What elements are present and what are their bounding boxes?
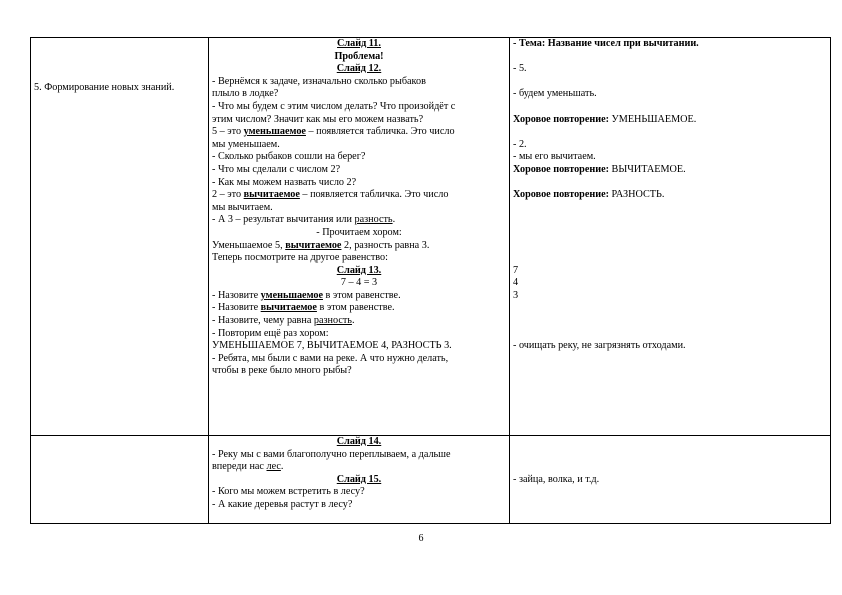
text-line: мы уменьшаем. <box>212 138 280 150</box>
text-line: Хоровое повторение: УМЕНЬШАЕМОЕ. <box>513 113 697 125</box>
text-line <box>513 227 827 240</box>
text-line: - Кого мы можем встретить в лесу? <box>212 486 365 498</box>
text-line <box>513 461 827 474</box>
text-line: - Как мы можем назвать число 2? <box>212 176 357 188</box>
lesson-plan-table <box>30 37 831 524</box>
text-line: - Вернёмся к задаче, изначально сколько рыбаков <box>212 75 426 87</box>
text-line <box>513 202 827 215</box>
table-row <box>31 38 831 436</box>
text-line <box>513 214 827 227</box>
text-line: Проблема! <box>334 50 384 62</box>
text-line: - мы его вычитаем. <box>513 151 596 163</box>
text-line: - 2. <box>513 138 527 150</box>
text-line <box>513 177 827 190</box>
teacher-activity-cell <box>209 38 510 436</box>
text-line: - зайца, волка, и т.д. <box>513 473 600 485</box>
text-line: - Назовите, чему равна разность. <box>212 315 355 327</box>
text-line: Уменьшаемое 5, вычитаемое 2, разность равна 3. <box>212 239 430 251</box>
text-line: Слайд 13. <box>336 264 382 276</box>
text-line <box>513 126 827 139</box>
text-line: 2 – это вычитаемое – появляется табличка. Это число <box>212 189 449 201</box>
text-line: - Сколько рыбаков сошли на берег? <box>212 151 366 163</box>
text-line: чтобы в реке было много рыбы? <box>212 365 352 377</box>
text-line <box>513 51 827 64</box>
text-line: - А 3 – результат вычитания или разность. <box>212 214 396 226</box>
text-line: - Что мы сделали с числом 2? <box>212 163 341 175</box>
text-line: 4 <box>513 277 519 289</box>
page-number: 6 <box>418 533 424 544</box>
text-line: Слайд 15. <box>336 473 382 485</box>
text-line: - будем уменьшать. <box>513 88 597 100</box>
text-line <box>513 240 827 253</box>
text-line <box>513 436 827 449</box>
text-line: - Назовите вычитаемое в этом равенстве. <box>212 302 395 314</box>
text-line: - 5. <box>513 63 527 75</box>
table-row <box>31 436 831 524</box>
text-line: - Ребята, мы были с вами на реке. А что нужно делать, <box>212 352 449 364</box>
text-line: впереди нас лес. <box>212 461 284 473</box>
students-activity-cell <box>510 436 831 524</box>
text-line: Хоровое повторение: ВЫЧИТАЕМОЕ. <box>513 163 686 175</box>
stage-cell <box>31 38 209 436</box>
stage-label: 5. Формирование новых знаний. <box>34 82 175 93</box>
text-line: 5 – это уменьшаемое – появляется табличка. Это число <box>212 126 455 138</box>
text-line: - Тема: Название чисел при вычитании. <box>513 38 699 49</box>
text-line <box>513 302 827 315</box>
text-line <box>513 76 827 89</box>
text-line: этим числом? Значит как мы его можем назвать? <box>212 113 424 125</box>
text-line <box>513 252 827 265</box>
text-line: - очищать реку, не загрязнять отходами. <box>513 340 686 352</box>
student-lines <box>513 436 827 486</box>
text-line <box>513 449 827 462</box>
text-line <box>513 101 827 114</box>
text-line: 3 <box>513 289 519 301</box>
text-line: Слайд 11. <box>337 38 381 49</box>
stage-cell <box>31 436 209 524</box>
text-line: мы вычитаем. <box>212 201 273 213</box>
teacher-lines <box>212 38 506 378</box>
text-line <box>513 328 827 341</box>
text-line: - Назовите уменьшаемое в этом равенстве. <box>212 289 401 301</box>
text-line: 7 – 4 = 3 <box>340 277 378 289</box>
text-line: 7 <box>513 264 519 276</box>
text-line: - А какие деревья растут в лесу? <box>212 498 353 510</box>
teacher-activity-cell <box>209 436 510 524</box>
text-line: - Что мы будем с этим числом делать? Что произойдёт с <box>212 100 456 112</box>
text-line: - Реку мы с вами благополучно переплываем, а дальше <box>212 448 451 460</box>
text-line <box>513 315 827 328</box>
text-line: Слайд 12. <box>336 63 382 75</box>
student-lines <box>513 38 827 353</box>
text-line: Хоровое повторение: РАЗНОСТЬ. <box>513 189 665 201</box>
text-line: Теперь посмотрите на другое равенство: <box>212 252 388 264</box>
text-line: Слайд 14. <box>336 436 382 447</box>
text-line: - Повторим ещё раз хором: <box>212 327 329 339</box>
text-line: УМЕНЬШАЕМОЕ 7, ВЫЧИТАЕМОЕ 4, РАЗНОСТЬ 3. <box>212 340 452 352</box>
text-line: плыло в лодке? <box>212 88 279 100</box>
text-line: - Прочитаем хором: <box>316 226 402 238</box>
teacher-lines <box>212 436 506 512</box>
students-activity-cell <box>510 38 831 436</box>
